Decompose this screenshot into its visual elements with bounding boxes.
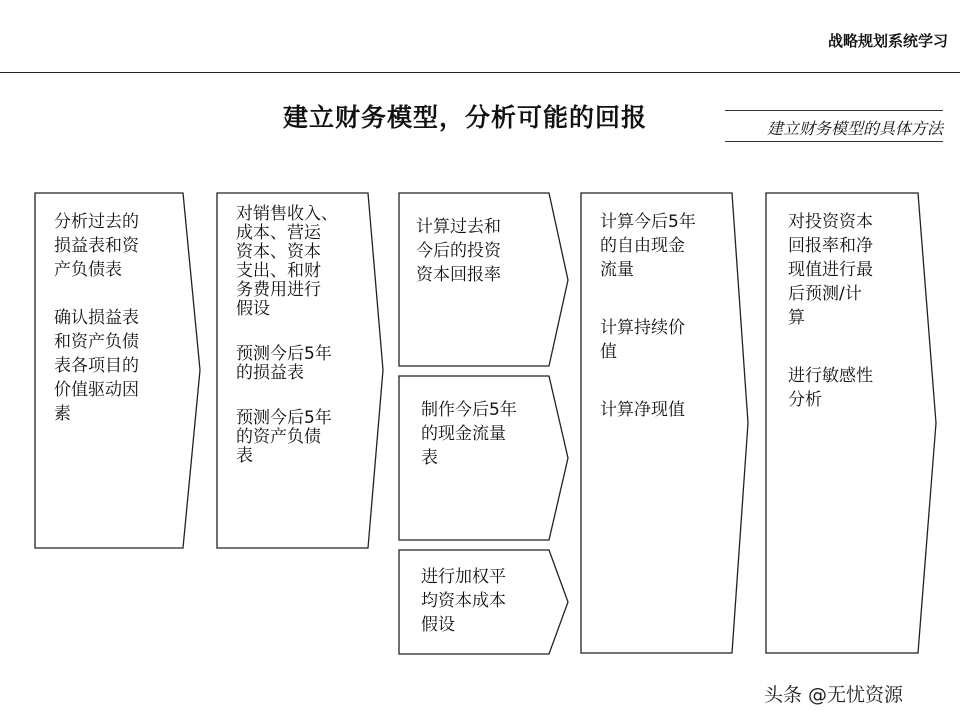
header-title: 战略规划系统学习 <box>827 32 948 50</box>
step-2-item-1: 对销售收入、 成本、营运 资本、资本 支出、和财 务费用进行 假设 <box>236 204 338 319</box>
watermark: 头条 @无忧资源 <box>764 684 904 706</box>
step-2-item-2: 预测今后5年 的损益表 <box>236 344 332 383</box>
step-2-item-3: 预测今后5年 的资产负债 表 <box>236 408 332 466</box>
step-4-item-2: 计算持续价 值 <box>600 318 685 362</box>
step-4-item-1: 计算今后5年 的自由现金 流量 <box>600 212 696 280</box>
step-5-item-2: 进行敏感性 分析 <box>788 366 873 410</box>
step-4-content <box>600 210 730 422</box>
step-2-content <box>236 205 376 466</box>
step-3-box-2-text: 制作今后5年 的现金流量 表 <box>421 400 517 468</box>
step-3-box-3-text: 进行加权平 均资本成本 假设 <box>421 567 506 635</box>
step-5-content <box>788 210 918 412</box>
step-4-item-3: 计算净现值 <box>600 400 685 420</box>
step-1-content <box>54 210 184 426</box>
step-3-box-1-text: 计算过去和 今后的投资 资本回报率 <box>416 217 501 285</box>
step-1-item-1: 分析过去的 损益表和资 产负债表 <box>54 212 139 280</box>
step-5-item-1: 对投资资本 回报率和净 现值进行最 后预测/计 算 <box>788 212 873 328</box>
step-1-item-2: 确认损益表 和资产负债 表各项目的 价值驱动因 素 <box>54 308 139 424</box>
slide-title: 建立财务模型，分析可能的回报 <box>283 103 648 132</box>
method-label: 建立财务模型的具体方法 <box>766 119 943 138</box>
